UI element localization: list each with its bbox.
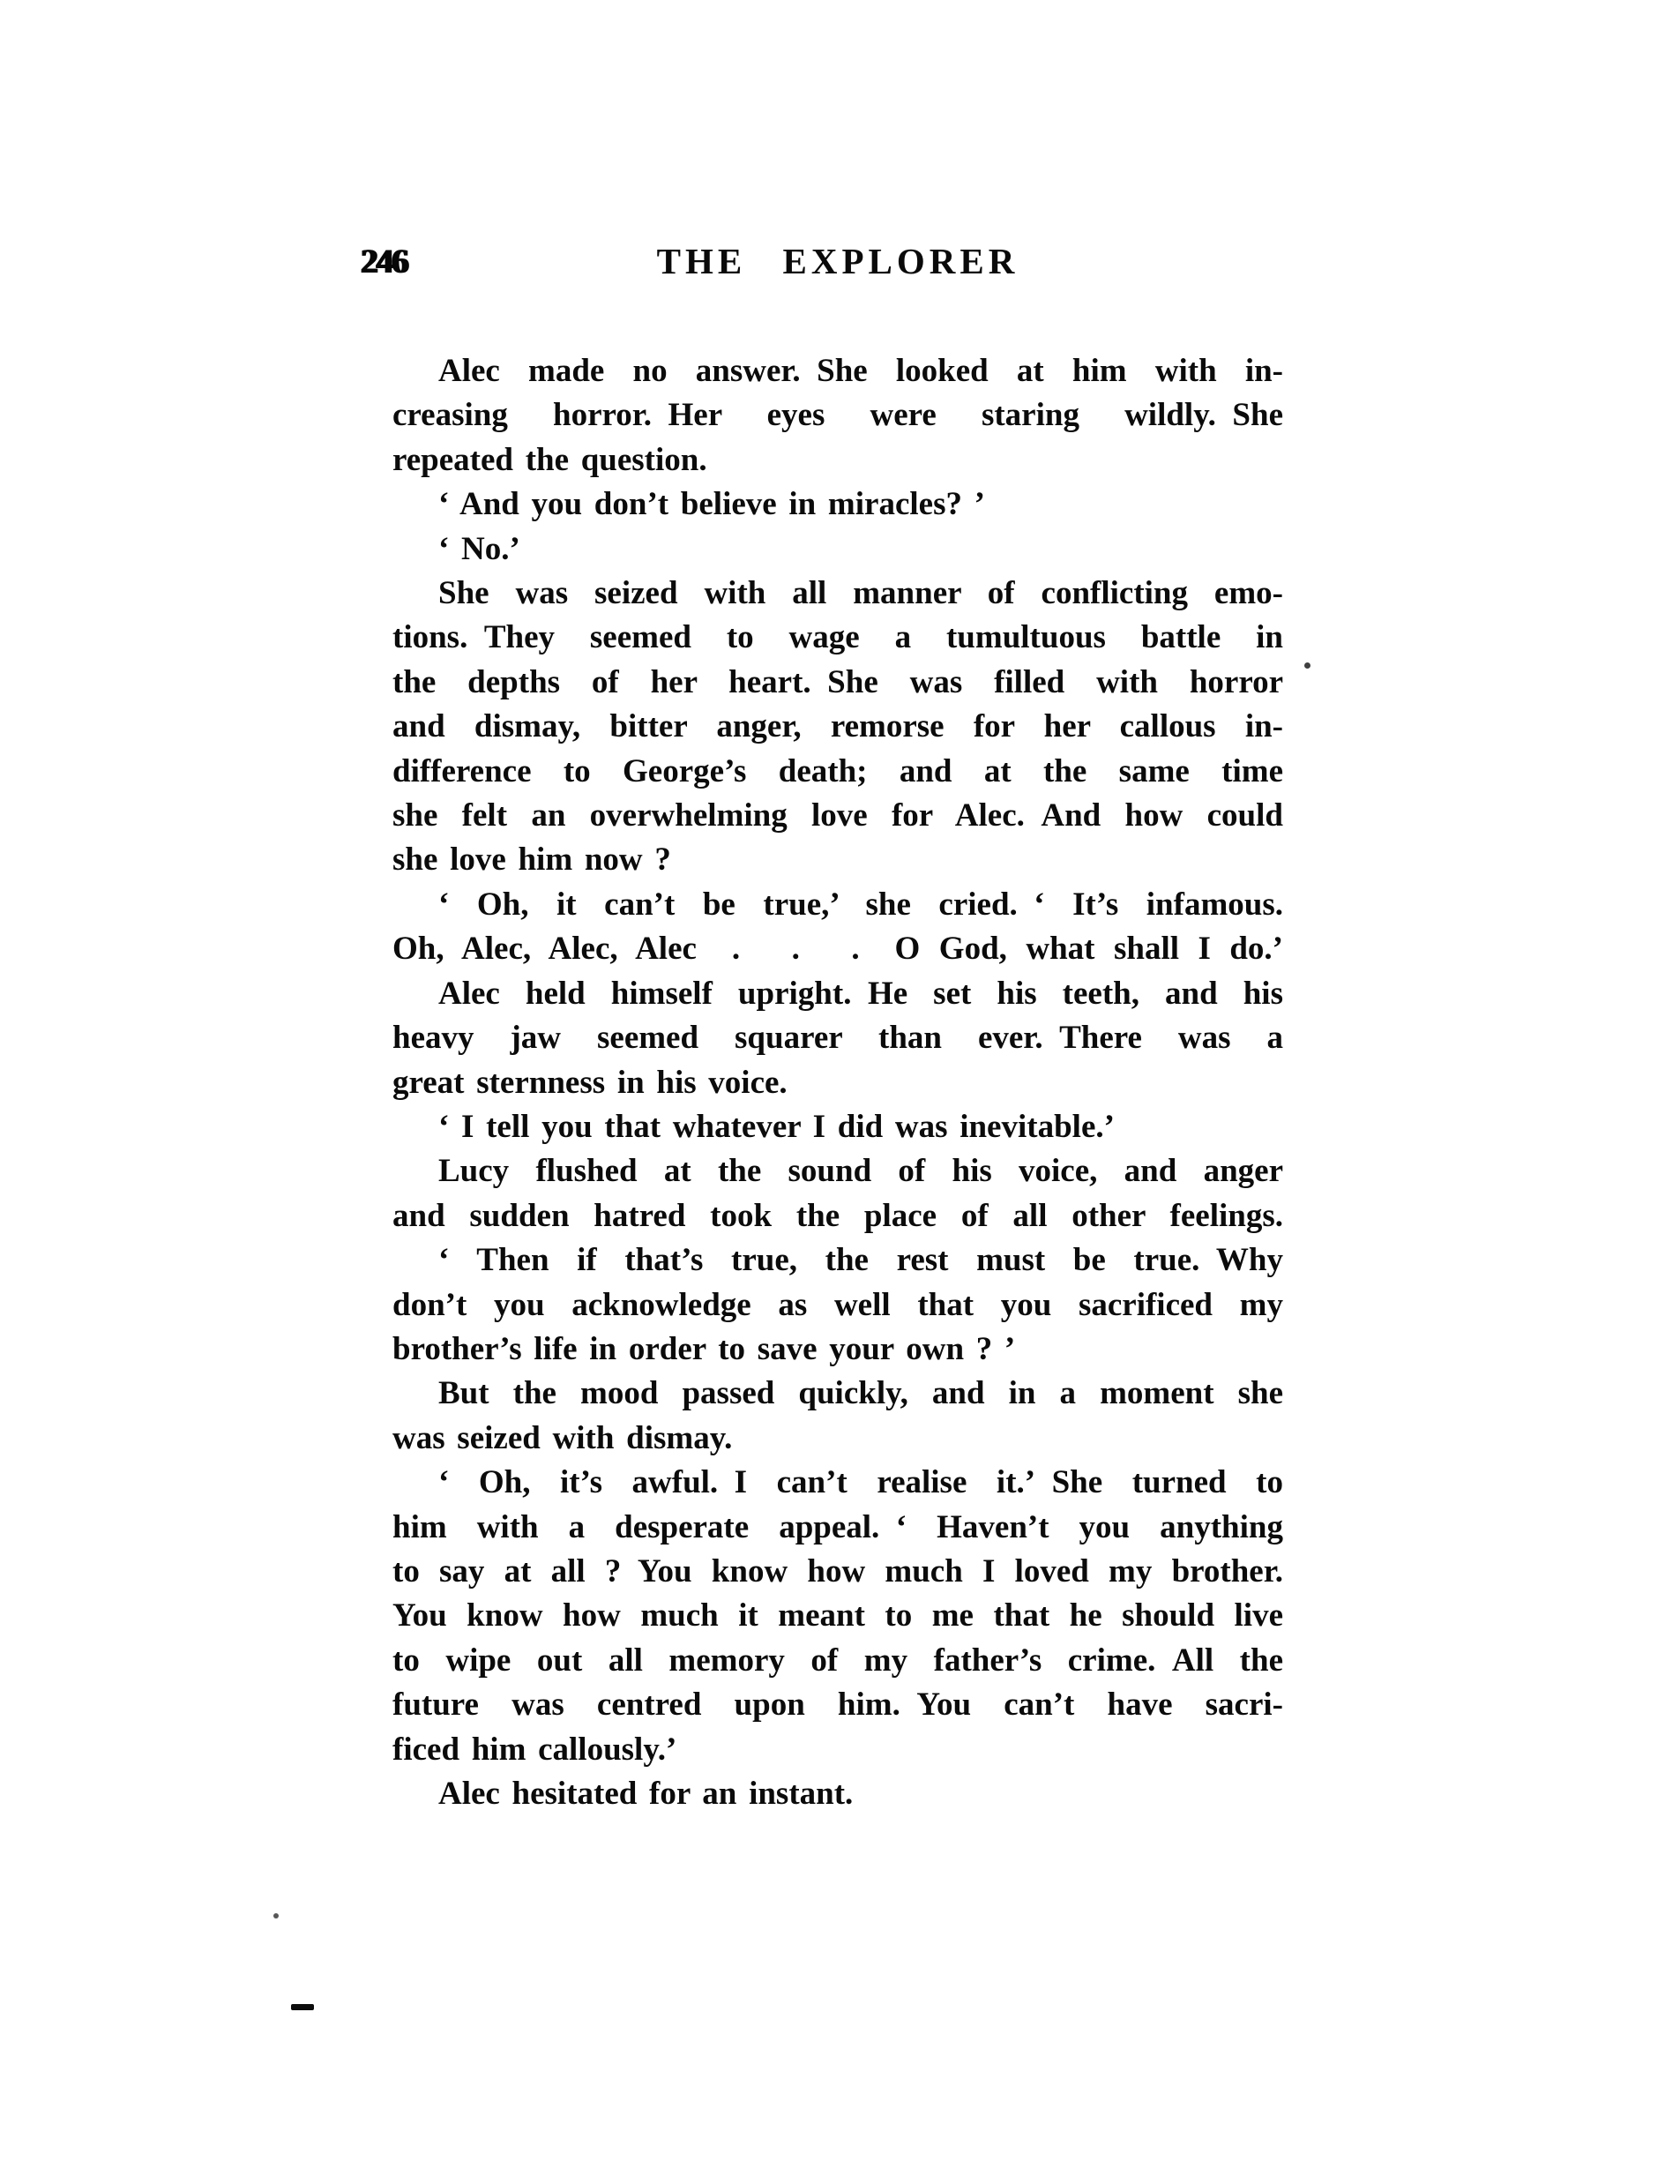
text-line: ‘ I tell you that whatever I did was inevitable.’ (438, 1108, 1115, 1145)
text-line: ‘ No.’ (438, 530, 520, 567)
text-line: him with a desperate appeal. ‘ Haven’t you anything (392, 1508, 1283, 1545)
text-line: creasing horror. Her eyes were staring wildly. She (392, 397, 1283, 434)
text-line: Oh, Alec, Alec, Alec . . . O God, what shall I do.’ (392, 931, 1283, 968)
text-line: great sternness in his voice. (392, 1064, 788, 1101)
text-line: Alec hesitated for an instant. (438, 1776, 854, 1812)
text-line: and sudden hatred took the place of all other feelings. (392, 1197, 1283, 1234)
text-line: ficed him callously.’ (392, 1731, 677, 1768)
ink-speck (273, 1913, 279, 1918)
text-line: and dismay, bitter anger, remorse for her callous in- (392, 708, 1283, 745)
text-line: She was seized with all manner of conflicting emo- (438, 575, 1283, 612)
text-line: ‘ Oh, it can’t be true,’ she cried. ‘ It’s infamous. (438, 886, 1283, 923)
page-number: 246 (361, 243, 407, 280)
text-line: Lucy flushed at the sound of his voice, and anger (438, 1153, 1283, 1190)
text-line: difference to George’s death; and at the same time (392, 752, 1283, 789)
text-line: brother’s life in order to save your own ? ’ (392, 1330, 1016, 1367)
text-line: to wipe out all memory of my father’s crime. All the (392, 1642, 1283, 1679)
text-line: she felt an overwhelming love for Alec. And how could (392, 797, 1283, 834)
text-line: Alec made no answer. She looked at him with in- (438, 353, 1283, 389)
text-line: Alec held himself upright. He set his teeth, and his (438, 975, 1283, 1012)
ink-speck (1304, 662, 1310, 669)
text-line: ‘ And you don’t believe in miracles? ’ (438, 486, 985, 523)
text-line: repeated the question. (392, 441, 707, 478)
page-header (361, 240, 1283, 286)
text-line: heavy jaw seemed squarer than ever. There was a (392, 1020, 1283, 1057)
ink-dash (291, 2004, 314, 2010)
text-line: she love him now ? (392, 841, 671, 879)
text-line: was seized with dismay. (392, 1419, 733, 1456)
text-line: You know how much it meant to me that he should live (392, 1597, 1283, 1634)
text-line: future was centred upon him. You can’t have sacri- (392, 1687, 1283, 1724)
text-line: ‘ Then if that’s true, the rest must be true. Why (438, 1242, 1283, 1279)
text-line: tions. They seemed to wage a tumultuous battle in (392, 619, 1283, 656)
running-title: THE EXPLORER (656, 241, 1019, 281)
text-line: ‘ Oh, it’s awful. I can’t realise it.’ She turned to (438, 1464, 1283, 1501)
text-line: don’t you acknowledge as well that you sacrificed my (392, 1286, 1283, 1323)
text-line: to say at all ? You know how much I loved my brother. (392, 1552, 1283, 1589)
text-line: the depths of her heart. She was filled with horror (392, 663, 1283, 700)
text-line: But the mood passed quickly, and in a moment she (438, 1375, 1283, 1412)
page-text (392, 349, 1283, 1816)
